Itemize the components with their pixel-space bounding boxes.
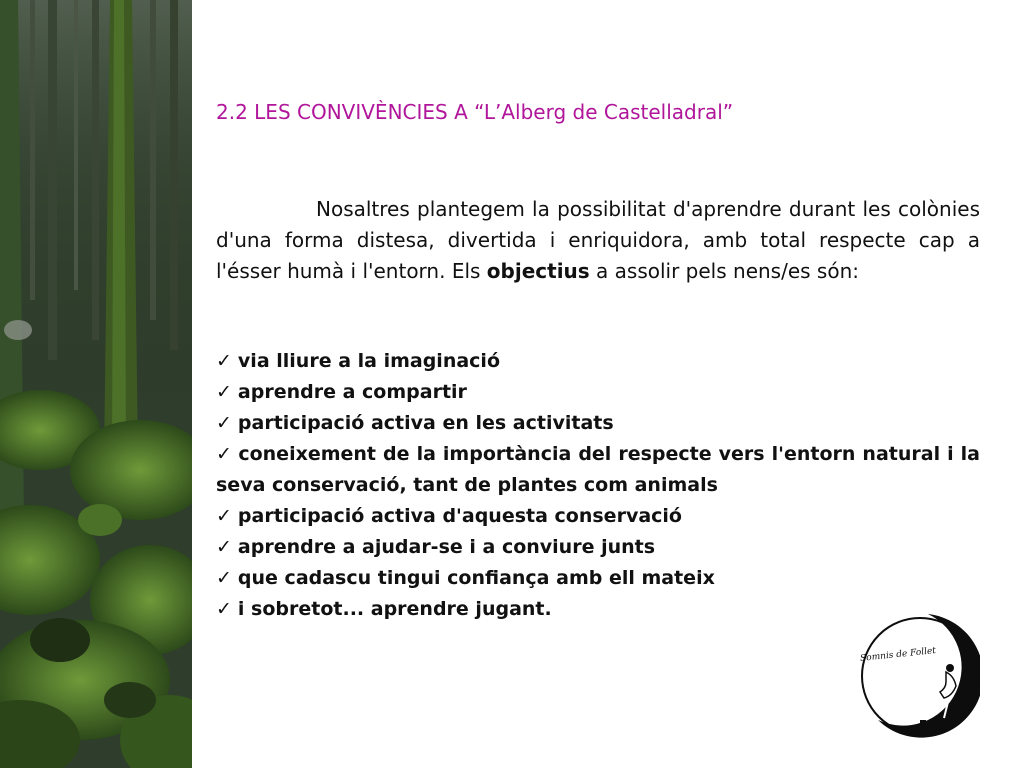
moon-logo [850, 610, 980, 740]
checkmark-icon: ✓ [216, 505, 232, 527]
list-item-text: i sobretot... aprendre jugant. [237, 598, 552, 620]
list-item-text: aprendre a compartir [237, 381, 467, 403]
list-item [216, 563, 980, 594]
checkmark-icon: ✓ [216, 350, 232, 372]
list-item [216, 346, 980, 377]
list-item-text: aprendre a ajudar-se i a conviure junts [237, 536, 656, 558]
intro-paragraph [216, 194, 980, 287]
checkmark-icon: ✓ [216, 381, 232, 403]
list-item-text: coneixement de la importància del respecte vers l'entorn natural i la seva conservació, tant de plantes com animals [216, 443, 980, 496]
forest-photo [0, 0, 192, 768]
objectives-list [216, 346, 980, 625]
forest-illustration [0, 0, 192, 768]
list-item [216, 532, 980, 563]
list-item [216, 439, 980, 501]
logo-text: Somnis de Follet [859, 646, 937, 664]
list-item [216, 501, 980, 532]
list-item [216, 408, 980, 439]
intro-keyword: objectius [486, 259, 590, 283]
intro-text-end: a assolir pels nens/es són: [589, 259, 859, 283]
list-item [216, 377, 980, 408]
list-item-text: via lliure a la imaginació [237, 350, 500, 372]
checkmark-icon: ✓ [216, 567, 232, 589]
checkmark-icon: ✓ [216, 598, 232, 620]
list-item-text: que cadascu tingui confiança amb ell mateix [237, 567, 715, 589]
slide-title: 2.2 LES CONVIVÈNCIES A “L’Alberg de Castelladral” [216, 100, 734, 124]
checkmark-icon: ✓ [216, 443, 233, 465]
list-item-text: participació activa d'aquesta conservació [237, 505, 682, 527]
list-item-text: participació activa en les activitats [237, 412, 614, 434]
checkmark-icon: ✓ [216, 536, 232, 558]
intro-text-start: Nosaltres plantegem la possibilitat d'aprendre durant les colònies d'una forma distesa, divertida i enriquidora, amb total respecte cap a l'ésser humà i l'entorn. Els [216, 197, 980, 283]
checkmark-icon: ✓ [216, 412, 232, 434]
